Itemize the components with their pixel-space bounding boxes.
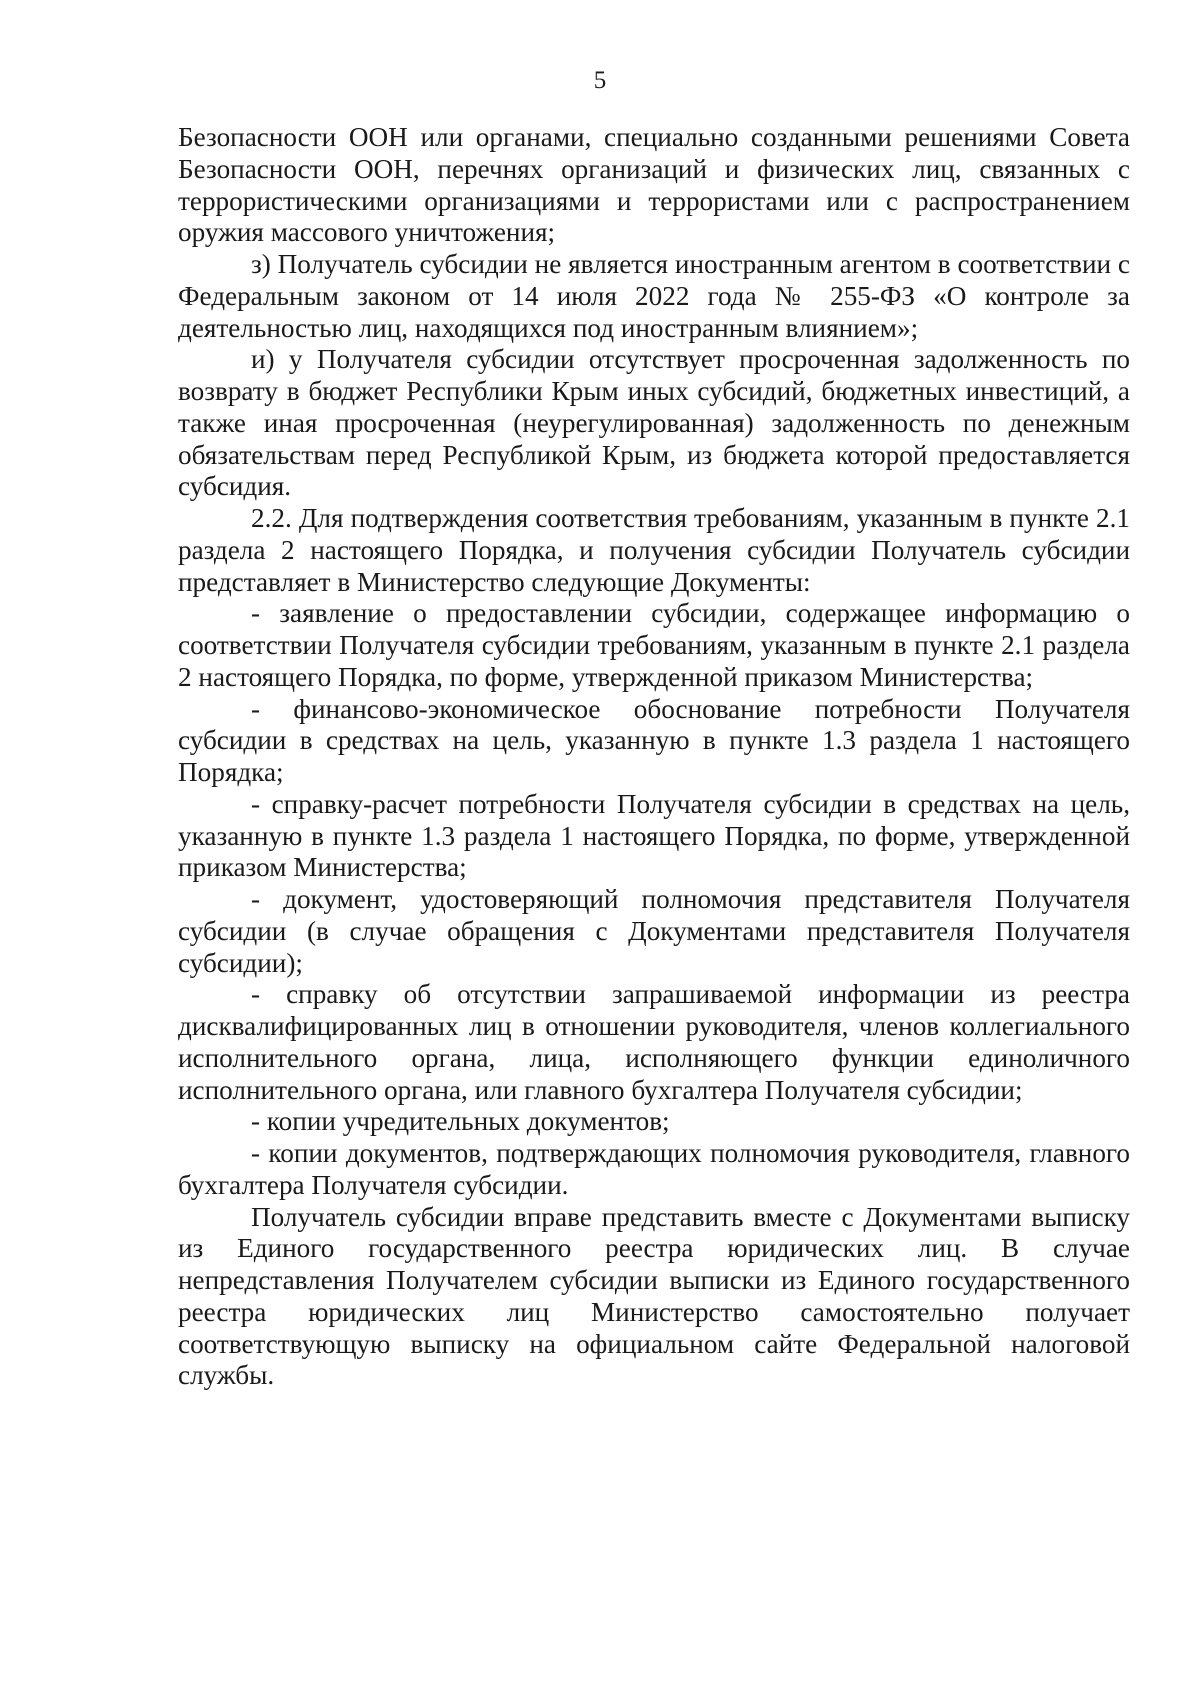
list-item-founding-documents: - копии учредительных документов; <box>251 1106 670 1137</box>
list-item-authority-copies: - копии документов, подтверждающих полномочия руководителя, главного бухгалтера Получателя субсидии. <box>178 1138 1130 1200</box>
paragraph-item-i: и) у Получателя субсидии отсутствует просроченная задолженность по возврату в бюджет Республики Крым иных субсидий, бюджетных инвестиций, а также иная просроченная (неурегулированная) задолженность по денежным обязательствам перед Республикой Крым, из бюджета которой предоставляется субсидия. <box>178 344 1130 502</box>
paragraph-registry-extract: Получатель субсидии вправе представить вместе с Документами выписку из Единого государственного реестра юридических лиц. В случае непредставления Получателем субсидии выписки из Единого государственного реестра юридических лиц Министерство самостоятельно получает соответствующую выписку на официальном сайте Федеральной налоговой службы. <box>178 1201 1130 1391</box>
paragraph-continuation: Безопасности ООН или органами, специально созданными решениями Совета Безопасности ООН, перечнях организаций и физических лиц, связанных с террористическими организациями и террористами или с распространением оружия массового уничтожения; <box>178 122 1130 248</box>
list-item-application: - заявление о предоставлении субсидии, содержащее информацию о соответствии Получателя субсидии требованиям, указанным в пункте 2.1 раздела 2 настоящего Порядка, по форме, утвержденной приказом Министерства; <box>178 598 1130 692</box>
list-item-authority-document: - документ, удостоверяющий полномочия представителя Получателя субсидии (в случае обращения с Документами представителя Получателя субсидии); <box>178 884 1130 978</box>
list-item-calculation-certificate: - справку-расчет потребности Получателя субсидии в средствах на цель, указанную в пункте 1.3 раздела 1 настоящего Порядка, по форме, утвержденной приказом Министерства; <box>178 788 1130 883</box>
page-number: 5 <box>593 67 607 94</box>
document-body <box>178 122 1130 1392</box>
paragraph-section-2-2: 2.2. Для подтверждения соответствия требованиям, указанным в пункте 2.1 раздела 2 настоящего Порядка, и получения субсидии Получатель субсидии представляет в Министерство следующие Документы: <box>178 503 1130 597</box>
list-item-financial-justification: - финансово-экономическое обоснование потребности Получателя субсидии в средствах на цель, указанную в пункте 1.3 раздела 1 настоящего Порядка; <box>178 693 1130 787</box>
list-item-disqualification-certificate: - справку об отсутствии запрашиваемой информации из реестра дисквалифицированных лиц в отношении руководителя, членов коллегиального исполнительного органа, лица, исполняющего функции единоличного исполнительного органа, или главного бухгалтера Получателя субсидии; <box>178 979 1130 1105</box>
paragraph-item-z: з) Получатель субсидии не является иностранным агентом в соответствии с Федеральным законом от 14 июля 2022 года № 255-ФЗ «О контроле за деятельностью лиц, находящихся под иностранным влиянием»; <box>178 249 1130 343</box>
